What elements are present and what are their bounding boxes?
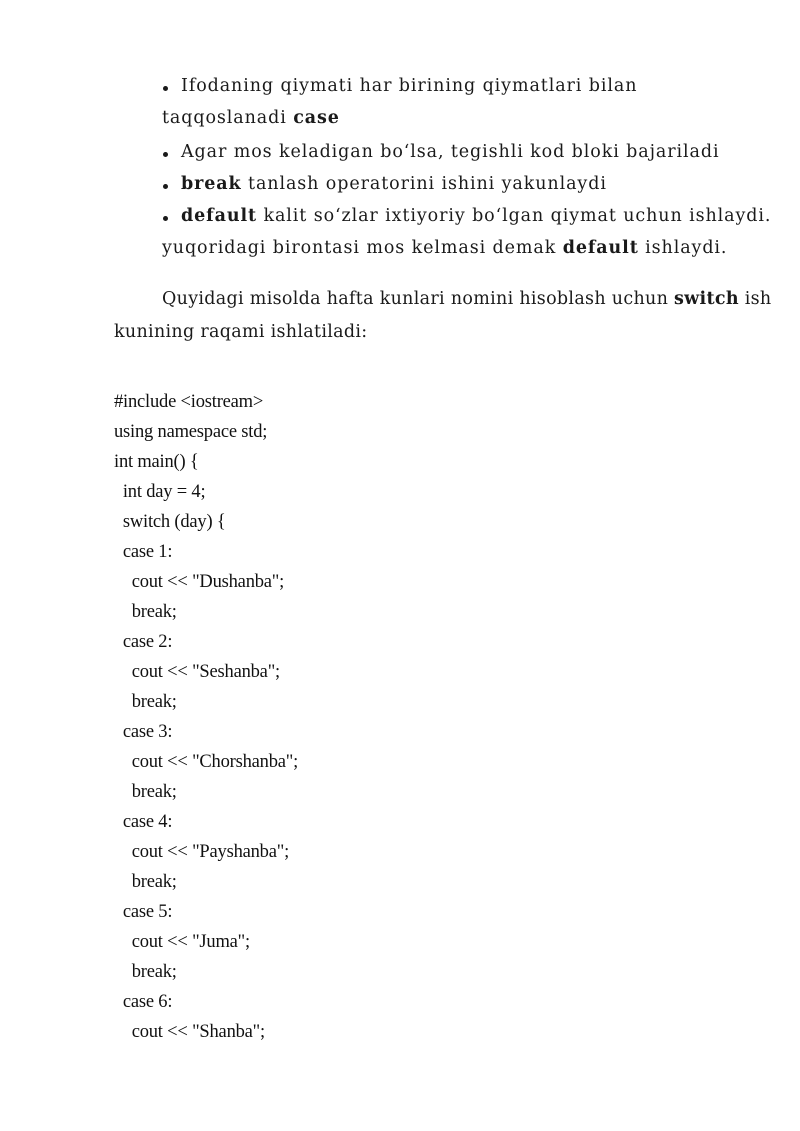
code-line: cout << "Juma"; [114, 932, 250, 952]
code-line: break; [114, 962, 177, 982]
bullet-4-cont-text: yuqoridagi birontasi mos kelmasi demak [162, 238, 563, 258]
paragraph-text-end: ish [738, 289, 772, 309]
paragraph-line-1 [162, 289, 771, 309]
code-line: int main() { [114, 452, 199, 472]
code-line: case 5: [114, 902, 173, 922]
paragraph-text: Quyidagi misolda hafta kunlari nomini hisoblash uchun [162, 289, 675, 309]
code-line: case 2: [114, 632, 173, 652]
code-line: break; [114, 602, 177, 622]
bullet-4-cont-rest: ishlaydi. [638, 238, 728, 258]
code-line: cout << "Shanba"; [114, 1022, 265, 1042]
bullet-icon [163, 152, 168, 157]
bullet-1-text: Ifodaning qiymati har birining qiymatlari bilan [181, 76, 638, 96]
bullet-4-text [181, 206, 771, 226]
code-line: break; [114, 692, 177, 712]
code-line: case 4: [114, 812, 173, 832]
bullet-3-rest: tanlash operatorini ishini yakunlaydi [241, 174, 607, 194]
bullet-1-cont-text: taqqoslanadi [162, 108, 294, 128]
bullet-4-bold: default [181, 206, 257, 226]
code-line: case 1: [114, 542, 173, 562]
bullet-icon [163, 184, 168, 189]
code-line: #include <iostream> [114, 392, 264, 412]
paragraph-bold: switch [674, 289, 739, 309]
bullet-4-rest: kalit so‘zlar ixtiyoriy bo‘lgan qiymat uchun ishlaydi. [257, 206, 772, 226]
bullet-1-cont-bold: case [293, 108, 340, 128]
bullet-3-text [181, 174, 607, 194]
bullet-4-continuation [162, 238, 727, 258]
code-line: case 3: [114, 722, 173, 742]
code-line: switch (day) { [114, 512, 226, 532]
code-line: cout << "Seshanba"; [114, 662, 280, 682]
code-line: break; [114, 872, 177, 892]
code-line: cout << "Chorshanba"; [114, 752, 299, 772]
bullet-2-text: Agar mos keladigan bo‘lsa, tegishli kod bloki bajariladi [181, 142, 720, 162]
bullet-icon [163, 216, 168, 221]
code-line: using namespace std; [114, 422, 268, 442]
bullet-3-bold: break [181, 174, 242, 194]
bullet-icon [163, 86, 168, 91]
code-line: break; [114, 782, 177, 802]
code-line: int day = 4; [114, 482, 206, 502]
bullet-1-continuation [162, 108, 340, 128]
paragraph-line-2: kunining raqami ishlatiladi: [114, 322, 368, 342]
bullet-4-cont-bold: default [562, 238, 639, 258]
code-line: cout << "Payshanba"; [114, 842, 290, 862]
code-line: cout << "Dushanba"; [114, 572, 285, 592]
code-line: case 6: [114, 992, 173, 1012]
